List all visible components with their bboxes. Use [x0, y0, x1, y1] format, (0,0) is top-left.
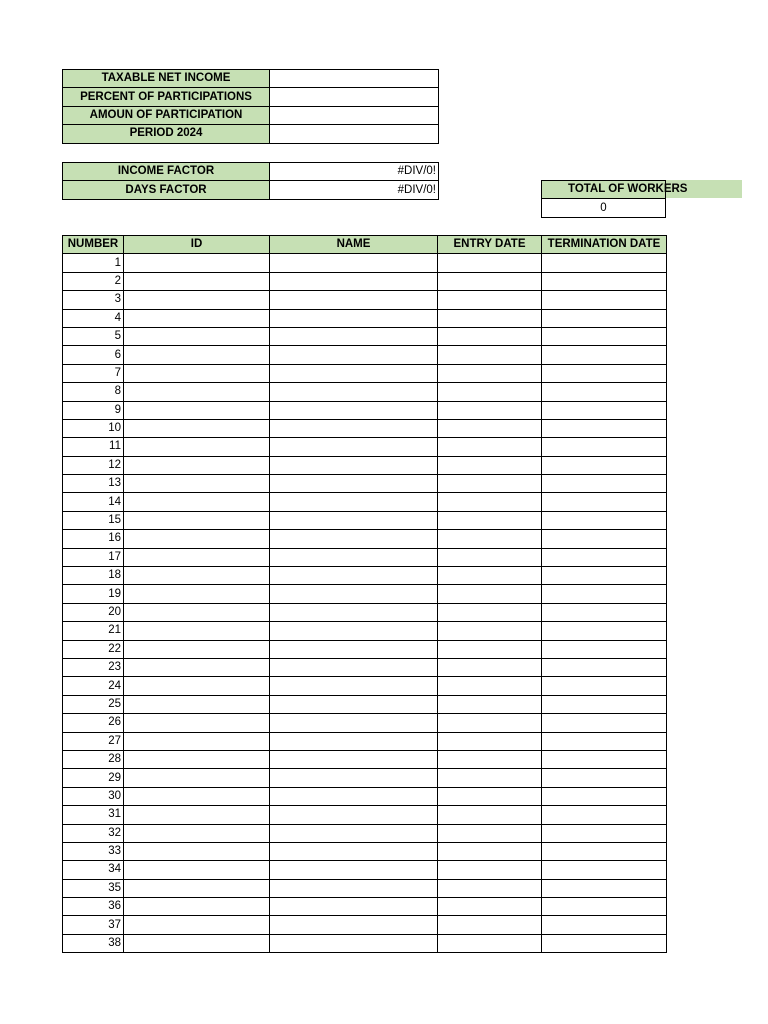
- table-cell-id[interactable]: [124, 861, 270, 879]
- row-number-cell[interactable]: 21: [63, 622, 124, 640]
- table-cell-name[interactable]: [270, 548, 438, 566]
- table-cell-name[interactable]: [270, 364, 438, 382]
- row-number-cell[interactable]: 28: [63, 750, 124, 768]
- table-cell-termination-date[interactable]: [542, 603, 667, 621]
- table-row: [63, 493, 667, 511]
- table-cell-termination-date[interactable]: [542, 567, 667, 585]
- table-row: [63, 934, 667, 952]
- table-cell-entry-date[interactable]: [438, 934, 542, 952]
- table-cell-entry-date[interactable]: [438, 585, 542, 603]
- table-cell-name[interactable]: [270, 806, 438, 824]
- table-cell-id[interactable]: [124, 401, 270, 419]
- params-label[interactable]: TAXABLE NET INCOME: [63, 70, 270, 88]
- row-number-cell[interactable]: 29: [63, 769, 124, 787]
- table-cell-name[interactable]: [270, 530, 438, 548]
- table-cell-name[interactable]: [270, 309, 438, 327]
- column-header-number[interactable]: NUMBER: [63, 236, 124, 254]
- table-row: [63, 309, 667, 327]
- factors-label[interactable]: DAYS FACTOR: [63, 181, 270, 199]
- table-cell-termination-date[interactable]: [542, 677, 667, 695]
- table-cell-name[interactable]: [270, 272, 438, 290]
- row-number-cell[interactable]: 27: [63, 732, 124, 750]
- row-number-cell[interactable]: 5: [63, 327, 124, 345]
- table-row: [63, 677, 667, 695]
- table-cell-entry-date[interactable]: [438, 658, 542, 676]
- table-cell-name[interactable]: [270, 916, 438, 934]
- table-cell-entry-date[interactable]: [438, 916, 542, 934]
- table-cell-name[interactable]: [270, 603, 438, 621]
- params-label[interactable]: PERIOD 2024: [63, 125, 270, 143]
- table-cell-termination-date[interactable]: [542, 750, 667, 768]
- row-number-cell[interactable]: 8: [63, 383, 124, 401]
- table-cell-id[interactable]: [124, 291, 270, 309]
- table-row: [63, 640, 667, 658]
- table-cell-entry-date[interactable]: [438, 364, 542, 382]
- table-cell-entry-date[interactable]: [438, 714, 542, 732]
- table-cell-termination-date[interactable]: [542, 695, 667, 713]
- table-row: [63, 383, 667, 401]
- row-number-cell[interactable]: 12: [63, 456, 124, 474]
- row-number-cell[interactable]: 34: [63, 861, 124, 879]
- table-cell-termination-date[interactable]: [542, 622, 667, 640]
- table-cell-termination-date[interactable]: [542, 842, 667, 860]
- table-header-row: [63, 236, 667, 254]
- params-label[interactable]: PERCENT OF PARTICIPATIONS: [63, 88, 270, 106]
- table-cell-id[interactable]: [124, 254, 270, 272]
- table-row: [63, 658, 667, 676]
- table-cell-id[interactable]: [124, 383, 270, 401]
- table-cell-entry-date[interactable]: [438, 254, 542, 272]
- table-cell-entry-date[interactable]: [438, 640, 542, 658]
- table-row: [63, 824, 667, 842]
- table-cell-name[interactable]: [270, 567, 438, 585]
- table-cell-entry-date[interactable]: [438, 511, 542, 529]
- row-number-cell[interactable]: 16: [63, 530, 124, 548]
- table-cell-name[interactable]: [270, 456, 438, 474]
- table-cell-entry-date[interactable]: [438, 603, 542, 621]
- table-cell-name[interactable]: [270, 327, 438, 345]
- table-cell-name[interactable]: [270, 842, 438, 860]
- factors-value[interactable]: #DIV/0!: [270, 181, 439, 199]
- table-cell-termination-date[interactable]: [542, 714, 667, 732]
- row-number-cell[interactable]: 14: [63, 493, 124, 511]
- table-cell-id[interactable]: [124, 530, 270, 548]
- table-cell-name[interactable]: [270, 879, 438, 897]
- table-cell-termination-date[interactable]: [542, 824, 667, 842]
- table-cell-id[interactable]: [124, 658, 270, 676]
- table-cell-termination-date[interactable]: [542, 493, 667, 511]
- table-cell-entry-date[interactable]: [438, 419, 542, 437]
- column-header-termination-date[interactable]: TERMINATION DATE: [542, 236, 667, 254]
- table-cell-id[interactable]: [124, 493, 270, 511]
- table-cell-entry-date[interactable]: [438, 622, 542, 640]
- table-cell-id[interactable]: [124, 898, 270, 916]
- table-cell-name[interactable]: [270, 714, 438, 732]
- table-cell-entry-date[interactable]: [438, 695, 542, 713]
- row-number-cell[interactable]: 36: [63, 898, 124, 916]
- table-cell-name[interactable]: [270, 254, 438, 272]
- row-number-cell[interactable]: 13: [63, 475, 124, 493]
- table-row: [63, 695, 667, 713]
- column-header-id[interactable]: ID: [124, 236, 270, 254]
- row-number-cell[interactable]: 30: [63, 787, 124, 805]
- row-number-cell[interactable]: 6: [63, 346, 124, 364]
- table-cell-termination-date[interactable]: [542, 364, 667, 382]
- row-number-cell[interactable]: 22: [63, 640, 124, 658]
- column-header-name[interactable]: NAME: [270, 236, 438, 254]
- table-cell-termination-date[interactable]: [542, 511, 667, 529]
- table-cell-id[interactable]: [124, 842, 270, 860]
- table-cell-entry-date[interactable]: [438, 806, 542, 824]
- table-cell-termination-date[interactable]: [542, 732, 667, 750]
- table-cell-id[interactable]: [124, 585, 270, 603]
- table-cell-termination-date[interactable]: [542, 401, 667, 419]
- table-cell-id[interactable]: [124, 511, 270, 529]
- table-cell-id[interactable]: [124, 475, 270, 493]
- table-cell-entry-date[interactable]: [438, 787, 542, 805]
- table-cell-entry-date[interactable]: [438, 272, 542, 290]
- table-row: [63, 475, 667, 493]
- table-cell-entry-date[interactable]: [438, 861, 542, 879]
- table-cell-termination-date[interactable]: [542, 658, 667, 676]
- table-row: [63, 750, 667, 768]
- table-cell-entry-date[interactable]: [438, 309, 542, 327]
- table-cell-termination-date[interactable]: [542, 806, 667, 824]
- table-cell-termination-date[interactable]: [542, 898, 667, 916]
- table-cell-entry-date[interactable]: [438, 401, 542, 419]
- table-cell-name[interactable]: [270, 861, 438, 879]
- table-cell-entry-date[interactable]: [438, 456, 542, 474]
- table-cell-termination-date[interactable]: [542, 934, 667, 952]
- table-cell-termination-date[interactable]: [542, 327, 667, 345]
- row-number-cell[interactable]: 31: [63, 806, 124, 824]
- table-cell-entry-date[interactable]: [438, 327, 542, 345]
- row-number-cell[interactable]: 2: [63, 272, 124, 290]
- table-cell-name[interactable]: [270, 677, 438, 695]
- row-number-cell[interactable]: 1: [63, 254, 124, 272]
- table-cell-termination-date[interactable]: [542, 475, 667, 493]
- table-cell-termination-date[interactable]: [542, 309, 667, 327]
- table-cell-name[interactable]: [270, 475, 438, 493]
- table-cell-name[interactable]: [270, 787, 438, 805]
- table-cell-termination-date[interactable]: [542, 530, 667, 548]
- table-cell-termination-date[interactable]: [542, 861, 667, 879]
- table-cell-name[interactable]: [270, 585, 438, 603]
- table-row: [63, 732, 667, 750]
- params-value[interactable]: [270, 106, 439, 124]
- row-number-cell[interactable]: 7: [63, 364, 124, 382]
- table-row: [63, 364, 667, 382]
- table-cell-id[interactable]: [124, 364, 270, 382]
- table-row: [63, 861, 667, 879]
- table-row: [63, 438, 667, 456]
- table-cell-name[interactable]: [270, 401, 438, 419]
- table-cell-name[interactable]: [270, 769, 438, 787]
- row-number-cell[interactable]: 17: [63, 548, 124, 566]
- table-cell-id[interactable]: [124, 456, 270, 474]
- table-cell-entry-date[interactable]: [438, 750, 542, 768]
- row-number-cell[interactable]: 23: [63, 658, 124, 676]
- table-row: [63, 346, 667, 364]
- table-cell-termination-date[interactable]: [542, 585, 667, 603]
- table-cell-id[interactable]: [124, 916, 270, 934]
- table-cell-termination-date[interactable]: [542, 419, 667, 437]
- table-row: [63, 714, 667, 732]
- table-row: [63, 511, 667, 529]
- table-row: [63, 842, 667, 860]
- table-cell-id[interactable]: [124, 622, 270, 640]
- table-cell-name[interactable]: [270, 695, 438, 713]
- table-cell-id[interactable]: [124, 714, 270, 732]
- table-cell-entry-date[interactable]: [438, 732, 542, 750]
- row-number-cell[interactable]: 3: [63, 291, 124, 309]
- row-number-cell[interactable]: 33: [63, 842, 124, 860]
- table-cell-id[interactable]: [124, 695, 270, 713]
- table-row: [63, 291, 667, 309]
- table-cell-termination-date[interactable]: [542, 438, 667, 456]
- row-number-cell[interactable]: 35: [63, 879, 124, 897]
- table-row: [63, 916, 667, 934]
- table-cell-id[interactable]: [124, 272, 270, 290]
- table-cell-name[interactable]: [270, 346, 438, 364]
- table-cell-entry-date[interactable]: [438, 438, 542, 456]
- factors-row: [63, 163, 439, 181]
- factors-label[interactable]: INCOME FACTOR: [63, 163, 270, 181]
- row-number-cell[interactable]: 15: [63, 511, 124, 529]
- table-cell-entry-date[interactable]: [438, 567, 542, 585]
- row-number-cell[interactable]: 25: [63, 695, 124, 713]
- table-cell-name[interactable]: [270, 640, 438, 658]
- table-cell-id[interactable]: [124, 824, 270, 842]
- table-row: [63, 419, 667, 437]
- table-cell-name[interactable]: [270, 824, 438, 842]
- table-cell-entry-date[interactable]: [438, 842, 542, 860]
- table-cell-termination-date[interactable]: [542, 640, 667, 658]
- table-cell-entry-date[interactable]: [438, 898, 542, 916]
- table-row: [63, 456, 667, 474]
- table-cell-termination-date[interactable]: [542, 548, 667, 566]
- table-cell-name[interactable]: [270, 511, 438, 529]
- table-row: [63, 327, 667, 345]
- row-number-cell[interactable]: 4: [63, 309, 124, 327]
- table-cell-termination-date[interactable]: [542, 346, 667, 364]
- params-row: [63, 106, 439, 124]
- table-cell-id[interactable]: [124, 640, 270, 658]
- row-number-cell[interactable]: 38: [63, 934, 124, 952]
- total-workers-table: [541, 180, 688, 218]
- row-number-cell[interactable]: 20: [63, 603, 124, 621]
- total-workers-header[interactable]: TOTAL OF WORKERS: [542, 181, 666, 199]
- table-cell-id[interactable]: [124, 603, 270, 621]
- row-number-cell[interactable]: 11: [63, 438, 124, 456]
- table-cell-termination-date[interactable]: [542, 272, 667, 290]
- table-row: [63, 622, 667, 640]
- table-row: [63, 567, 667, 585]
- row-number-cell[interactable]: 32: [63, 824, 124, 842]
- row-number-cell[interactable]: 19: [63, 585, 124, 603]
- table-row: [63, 787, 667, 805]
- table-cell-id[interactable]: [124, 548, 270, 566]
- params-row: [63, 125, 439, 143]
- table-cell-termination-date[interactable]: [542, 879, 667, 897]
- table-row: [63, 898, 667, 916]
- factors-value[interactable]: #DIV/0!: [270, 163, 439, 181]
- table-cell-id[interactable]: [124, 327, 270, 345]
- params-row: [63, 70, 439, 88]
- table-cell-id[interactable]: [124, 677, 270, 695]
- table-cell-entry-date[interactable]: [438, 879, 542, 897]
- table-cell-name[interactable]: [270, 438, 438, 456]
- params-label[interactable]: AMOUN OF PARTICIPATION: [63, 106, 270, 124]
- column-header-entry-date[interactable]: ENTRY DATE: [438, 236, 542, 254]
- row-number-cell[interactable]: 10: [63, 419, 124, 437]
- table-cell-id[interactable]: [124, 346, 270, 364]
- table-cell-entry-date[interactable]: [438, 291, 542, 309]
- table-cell-entry-date[interactable]: [438, 475, 542, 493]
- table-cell-termination-date[interactable]: [542, 456, 667, 474]
- table-cell-termination-date[interactable]: [542, 254, 667, 272]
- workers-list-table: [62, 235, 667, 953]
- table-cell-entry-date[interactable]: [438, 530, 542, 548]
- table-cell-termination-date[interactable]: [542, 291, 667, 309]
- row-number-cell[interactable]: 37: [63, 916, 124, 934]
- row-number-cell[interactable]: 24: [63, 677, 124, 695]
- table-cell-name[interactable]: [270, 419, 438, 437]
- table-cell-termination-date[interactable]: [542, 383, 667, 401]
- table-cell-entry-date[interactable]: [438, 769, 542, 787]
- params-row: [63, 88, 439, 106]
- table-cell-name[interactable]: [270, 934, 438, 952]
- table-cell-id[interactable]: [124, 567, 270, 585]
- table-cell-id[interactable]: [124, 732, 270, 750]
- row-number-cell[interactable]: 9: [63, 401, 124, 419]
- table-cell-id[interactable]: [124, 750, 270, 768]
- table-cell-entry-date[interactable]: [438, 383, 542, 401]
- table-cell-id[interactable]: [124, 934, 270, 952]
- params-value[interactable]: [270, 88, 439, 106]
- table-row: [63, 401, 667, 419]
- total-workers-value[interactable]: 0: [542, 199, 666, 217]
- factors-row: [63, 181, 439, 199]
- params-value[interactable]: [270, 70, 439, 88]
- table-cell-id[interactable]: [124, 787, 270, 805]
- row-number-cell[interactable]: 26: [63, 714, 124, 732]
- table-row: [63, 585, 667, 603]
- table-row: [63, 530, 667, 548]
- table-row: [63, 254, 667, 272]
- table-cell-name[interactable]: [270, 291, 438, 309]
- table-cell-id[interactable]: [124, 438, 270, 456]
- table-cell-termination-date[interactable]: [542, 916, 667, 934]
- table-row: [63, 769, 667, 787]
- table-cell-entry-date[interactable]: [438, 346, 542, 364]
- table-cell-entry-date[interactable]: [438, 548, 542, 566]
- params-value[interactable]: [270, 125, 439, 143]
- table-cell-termination-date[interactable]: [542, 787, 667, 805]
- table-cell-name[interactable]: [270, 493, 438, 511]
- table-cell-id[interactable]: [124, 769, 270, 787]
- table-cell-id[interactable]: [124, 806, 270, 824]
- table-cell-entry-date[interactable]: [438, 677, 542, 695]
- table-row: [63, 806, 667, 824]
- factors-table: [62, 162, 439, 200]
- table-cell-id[interactable]: [124, 879, 270, 897]
- table-row: [63, 603, 667, 621]
- table-cell-entry-date[interactable]: [438, 824, 542, 842]
- table-cell-id[interactable]: [124, 309, 270, 327]
- table-cell-entry-date[interactable]: [438, 493, 542, 511]
- table-cell-termination-date[interactable]: [542, 769, 667, 787]
- table-cell-name[interactable]: [270, 750, 438, 768]
- table-cell-name[interactable]: [270, 898, 438, 916]
- table-row: [63, 272, 667, 290]
- table-cell-id[interactable]: [124, 419, 270, 437]
- table-cell-name[interactable]: [270, 732, 438, 750]
- table-row: [63, 879, 667, 897]
- table-cell-name[interactable]: [270, 383, 438, 401]
- table-row: [63, 548, 667, 566]
- table-cell-name[interactable]: [270, 658, 438, 676]
- table-cell-name[interactable]: [270, 622, 438, 640]
- row-number-cell[interactable]: 18: [63, 567, 124, 585]
- params-table: [62, 69, 439, 144]
